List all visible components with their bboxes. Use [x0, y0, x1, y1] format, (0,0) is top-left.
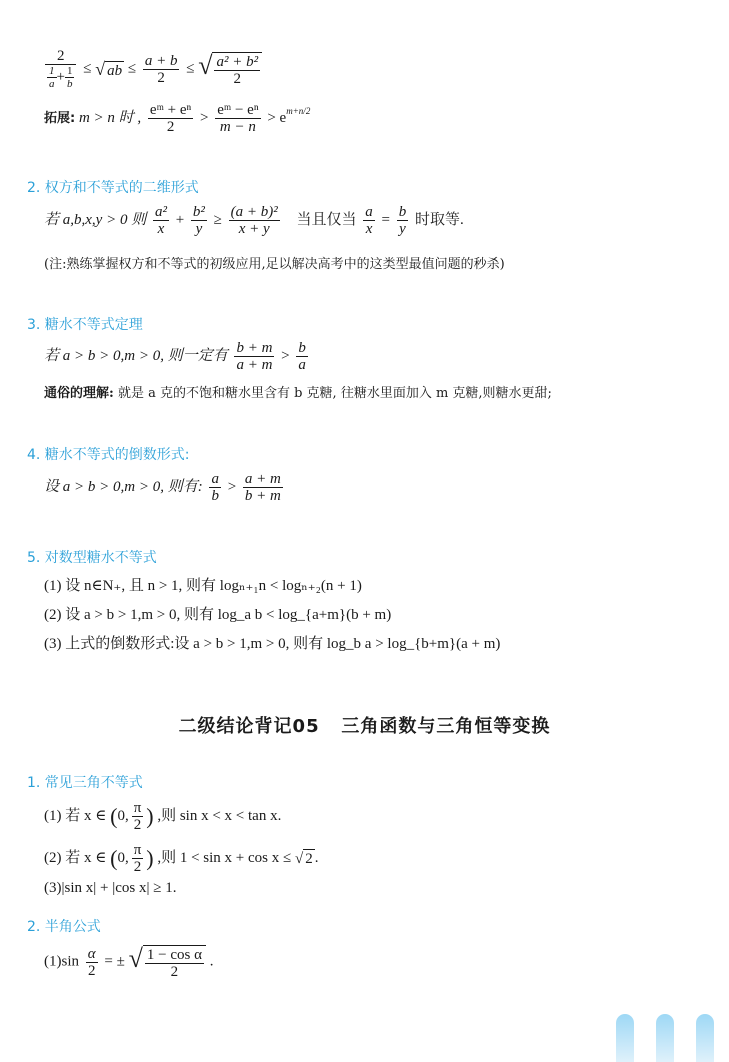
section-heading: 5. 对数型糖水不等式 — [27, 550, 157, 566]
log-item-2: (2) 设 a > b > 1,m > 0, 则有 log_a b < log_{a+m}(b + m) — [44, 607, 392, 623]
section-heading: 1. 常见三角不等式 — [27, 775, 143, 791]
ext-fraction-1: $\frac{\text{eᵐ + eⁿ}}{2}$ — [149, 102, 192, 135]
section-heading: 4. 糖水不等式的倒数形式: — [27, 447, 190, 463]
plain-explanation: 通俗的理解: 就是 a 克的不饱和糖水里含有 b 克糖, 往糖水里面加入 m 克糖,则糖水更甜; — [44, 386, 552, 401]
decorative-bar — [696, 1014, 714, 1062]
chapter-title: 二级结论背记05 三角函数与三角恒等变换 — [178, 716, 551, 737]
section-heading: 2. 权方和不等式的二维形式 — [27, 180, 199, 196]
power-sum-inequality: 若 a,b,x,y > 0 则 $\frac{\text{a²}}{x}$ + $\frac{\text{b²}}{y}$ ≥ $\frac{\text{(a + b)²}}{x + y}$ 当且仅当 $\frac{a}{x}$ = $\frac{b}{y}$ 时取等. — [44, 204, 464, 237]
sugar-water-reciprocal: 设 a > b > 0,m > 0, 则有: $\frac{a}{b}$ > $\frac{a + m}{b + m}$ — [44, 471, 281, 504]
trig-item-2: (2) 若 x ∈ (0, $\frac{\pi}{2}$ ) ,则 1 < sin x + cos x ≤ √ 2 . — [44, 842, 319, 875]
arithmetic-mean-fraction: $\frac{a + b}{2}$ — [144, 52, 178, 86]
section-heading: 2. 半角公式 — [27, 919, 101, 935]
trig-item-1: (1) 若 x ∈ (0, $\frac{\pi}{2}$ ) ,则 sin x < x < tan x. — [44, 800, 282, 833]
mean-inequality-chain — [42, 48, 262, 90]
half-angle-formula: (1)sin $\frac{\alpha}{2}$ = ± √ $\frac{\text{1 − cos α}}{2}$ . — [44, 944, 214, 981]
le-sign: ≤ — [83, 60, 92, 77]
sugar-water-theorem: 若 a > b > 0,m > 0, 则一定有 $\frac{b + m}{a + m}$ > $\frac{b}{a}$ — [44, 340, 306, 373]
ext-exponential: $e^{m+n/2}$ — [279, 105, 311, 126]
harmonic-mean-fraction: 2 $\frac{1}{a}$ + $\frac{1}{b}$ — [45, 48, 76, 90]
decorative-bar — [616, 1014, 634, 1062]
extension-line: 拓展: m > n 时 , $\frac{\text{eᵐ + eⁿ}}{2}$ > $\frac{\text{eᵐ − eⁿ}}{m - n}$ > $e^{m+n/2}$ — [44, 102, 311, 135]
log-item-3: (3) 上式的倒数形式:设 a > b > 1,m > 0, 则有 log_b a > log_{b+m}(a + m) — [44, 636, 501, 652]
ext-fraction-2: $\frac{\text{eᵐ − eⁿ}}{m - n}$ — [217, 102, 259, 135]
quadratic-mean-sqrt: √ $\frac{\text{a² + b²}}{2}$ — [198, 51, 262, 87]
note-text: (注:熟练掌握权方和不等式的初级应用,足以解决高考中的这类型最值问题的秒杀) — [44, 257, 505, 272]
geometric-mean-sqrt: √ ab — [95, 58, 123, 79]
section-heading: 3. 糖水不等式定理 — [27, 317, 143, 333]
le-sign: ≤ — [127, 60, 137, 77]
decorative-bar — [656, 1014, 674, 1062]
le-sign: ≤ — [186, 60, 195, 77]
log-item-1: (1) 设 n∈N₊, 且 n > 1, 则有 logₙ₊₁n < logₙ₊₂(n + 1) — [44, 578, 362, 594]
trig-item-3: (3)|sin x| + |cos x| ≥ 1. — [44, 880, 177, 896]
